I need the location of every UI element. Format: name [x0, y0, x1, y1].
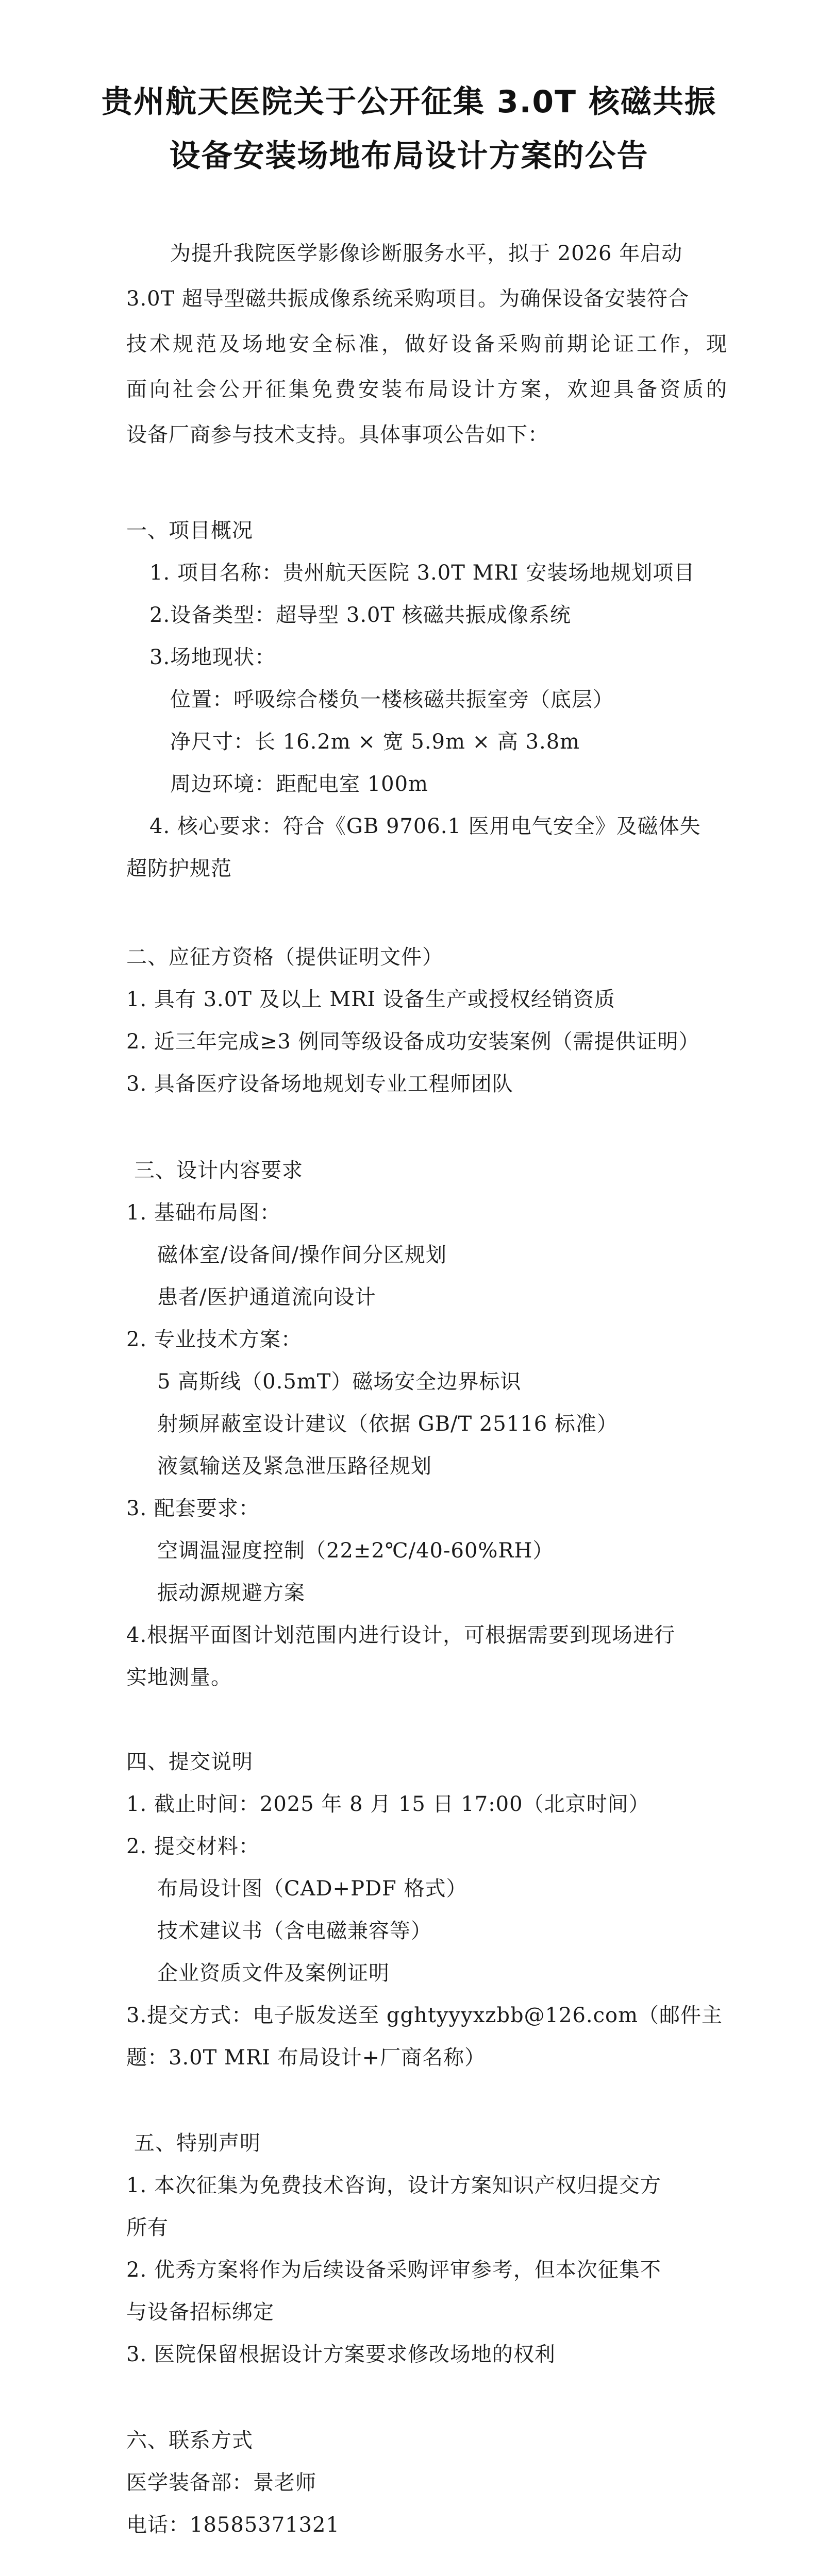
list-item: 2. 近三年完成≥3 例同等级设备成功安装案例（需提供证明）: [126, 1030, 700, 1054]
list-item: 磁体室/设备间/操作间分区规划: [157, 1243, 447, 1267]
list-item: 布局设计图（CAD+PDF 格式）: [157, 1877, 468, 1901]
list-item: 3. 配套要求：: [126, 1497, 260, 1520]
list-item: 超防护规范: [126, 857, 232, 880]
list-item: 与设备招标绑定: [126, 2300, 274, 2324]
section-heading-submission: 四、提交说明: [126, 1750, 253, 1774]
list-item: 1. 项目名称：贵州航天医院 3.0T MRI 安装场地规划项目: [149, 561, 695, 585]
intro-line: 技术规范及场地安全标准，做好设备采购前期论证工作，现: [126, 332, 729, 356]
section-heading-design-requirements: 三、设计内容要求: [134, 1159, 303, 1182]
list-item: 所有: [126, 2216, 169, 2240]
list-item: 液氦输送及紧急泄压路径规划: [157, 1454, 432, 1478]
list-item: 3. 具备医疗设备场地规划专业工程师团队: [126, 1072, 513, 1096]
list-item: 5 高斯线（0.5mT）磁场安全边界标识: [157, 1370, 522, 1394]
list-item: 3. 医院保留根据设计方案要求修改场地的权利: [126, 2343, 556, 2366]
list-item: 技术建议书（含电磁兼容等）: [157, 1919, 432, 1943]
intro-line: 3.0T 超导型磁共振成像系统采购项目。为确保设备安装符合: [126, 287, 690, 311]
list-item: 1. 基础布局图：: [126, 1201, 281, 1225]
list-item: 题：3.0T MRI 布局设计+厂商名称）: [126, 2046, 486, 2070]
list-item: 2. 优秀方案将作为后续设备采购评审参考，但本次征集不: [126, 2258, 661, 2282]
list-item: 空调温湿度控制（22±2℃/40-60%RH）: [157, 1539, 554, 1563]
list-item: 1. 具有 3.0T 及以上 MRI 设备生产或授权经销资质: [126, 988, 615, 1011]
list-item: 位置：呼吸综合楼负一楼核磁共振室旁（底层）: [170, 688, 614, 711]
list-item: 1. 本次征集为免费技术咨询，设计方案知识产权归提交方: [126, 2174, 661, 2197]
title-line-1: 贵州航天医院关于公开征集 3.0T 核磁共振: [102, 84, 716, 120]
list-item: 企业资质文件及案例证明: [157, 1961, 390, 1985]
intro-line: 面向社会公开征集免费安装布局设计方案，欢迎具备资质的: [126, 378, 729, 401]
section-heading-project-overview: 一、项目概况: [126, 519, 253, 543]
intro-line: 设备厂商参与技术支持。具体事项公告如下：: [126, 423, 549, 447]
intro-line: 为提升我院医学影像诊断服务水平，拟于 2026 年启动: [170, 242, 683, 265]
list-item: 4. 核心要求：符合《GB 9706.1 医用电气安全》及磁体失: [149, 815, 701, 838]
list-item: 周边环境：距配电室 100m: [170, 772, 428, 796]
list-item: 射频屏蔽室设计建议（依据 GB/T 25116 标准）: [157, 1412, 618, 1436]
list-item: 4.根据平面图计划范围内进行设计，可根据需要到现场进行: [126, 1623, 676, 1647]
section-heading-contact: 六、联系方式: [126, 2429, 253, 2452]
list-item: 2.设备类型：超导型 3.0T 核磁共振成像系统: [149, 603, 571, 627]
list-item: 2. 专业技术方案：: [126, 1328, 302, 1351]
title-line-2: 设备安装场地布局设计方案的公告: [169, 138, 649, 174]
contact-phone: 电话：18585371321: [126, 2513, 340, 2537]
section-heading-qualification: 二、应征方资格（提供证明文件）: [126, 945, 443, 969]
list-item: 1. 截止时间：2025 年 8 月 15 日 17:00（北京时间）: [126, 1792, 650, 1816]
list-item: 2. 提交材料：: [126, 1835, 260, 1858]
contact-department: 医学装备部：景老师: [126, 2471, 316, 2495]
list-item: 净尺寸：长 16.2m × 宽 5.9m × 高 3.8m: [170, 730, 580, 754]
list-item: 3.提交方式：电子版发送至 gghtyyyxzbb@126.com（邮件主: [126, 2004, 723, 2027]
section-heading-special-statement: 五、特别声明: [134, 2131, 261, 2155]
list-item: 实地测量。: [126, 1666, 232, 1689]
list-item: 3.场地现状：: [149, 646, 276, 669]
list-item: 振动源规避方案: [157, 1581, 305, 1605]
list-item: 患者/医护通道流向设计: [157, 1285, 376, 1309]
